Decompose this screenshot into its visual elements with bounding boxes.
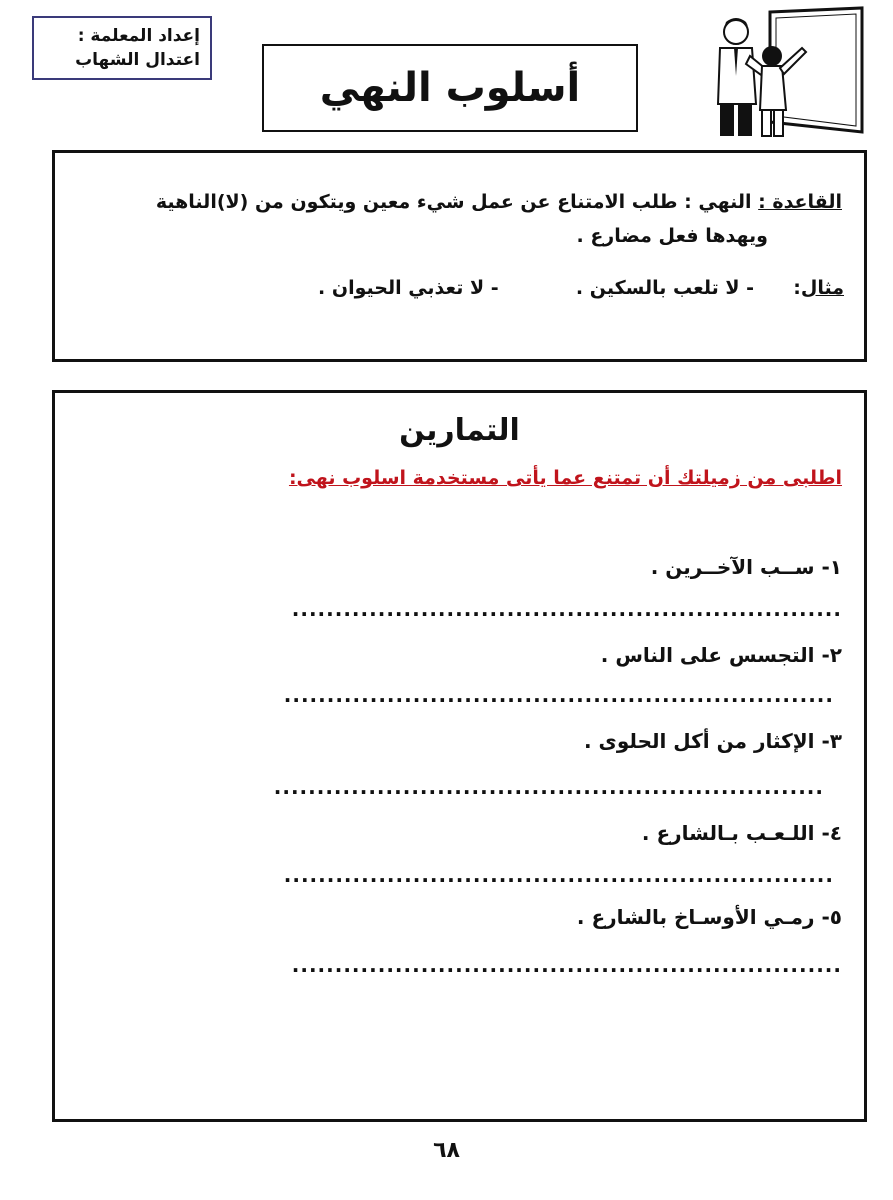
rule-box <box>52 150 867 362</box>
exercises-instruction: اطلبى من زميلتك أن تمتنع عما يأتى مستخدمة اسلوب نهى: <box>288 467 842 489</box>
exercise-item-4: ٤- اللـعـب بـالشارع . <box>641 821 842 845</box>
answer-line-4[interactable]: ................................................................ <box>283 863 834 887</box>
example-label: مثال <box>800 277 844 299</box>
page-title: أسلوب النهي <box>319 65 581 111</box>
answer-line-1[interactable]: ................................................................ <box>291 597 842 621</box>
rule-text-2: ويهدها فعل مضارع . <box>576 225 768 247</box>
example-1: - لا تلعب بالسكين . <box>575 277 754 299</box>
author-box <box>32 16 212 80</box>
author-line-1: إعداد المعلمة : <box>77 26 200 46</box>
page-number: ٦٨ <box>433 1138 460 1163</box>
exercise-item-2: ٢- التجسس على الناس . <box>600 643 842 667</box>
example-line <box>318 277 844 299</box>
example-colon: : <box>793 277 801 299</box>
answer-line-3[interactable]: ................................................................ <box>273 775 824 799</box>
rule-label: القاعدة : <box>758 191 842 213</box>
title-box <box>262 44 638 132</box>
example-2: - لا تعذبي الحيوان . <box>318 277 499 299</box>
exercises-title: التمارين <box>399 413 520 448</box>
answer-line-2[interactable]: ................................................................ <box>283 683 834 707</box>
teacher-student-illustration <box>690 4 866 142</box>
rule-line-1 <box>156 191 842 213</box>
exercise-item-3: ٣- الإكثار من أكل الحلوى . <box>583 729 842 753</box>
exercise-item-5: ٥- رمـي الأوسـاخ بالشارع . <box>576 905 842 929</box>
rule-text-1: النهي : طلب الامتناع عن عمل شيء معين ويتكون من (لا)الناهية <box>155 191 759 213</box>
author-line-2: اعتدال الشهاب <box>75 50 200 70</box>
answer-line-5[interactable]: ................................................................ <box>291 953 842 977</box>
exercise-item-1: ١- ســب الآخــرين . <box>650 555 842 579</box>
exercises-box <box>52 390 867 1122</box>
